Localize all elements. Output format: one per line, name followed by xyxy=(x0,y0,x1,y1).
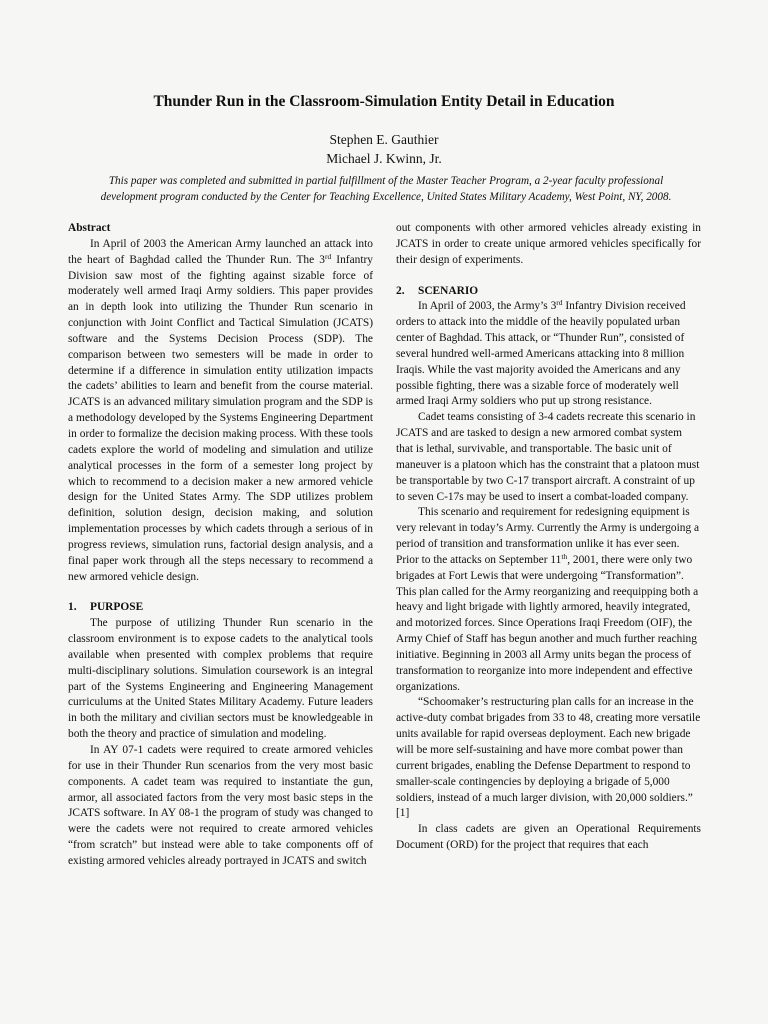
scenario-paragraph: In class cadets are given an Operational Requirements Document (ORD) for the project that requires that each xyxy=(396,823,701,852)
author-name: Michael J. Kwinn, Jr. xyxy=(326,151,442,166)
scenario-heading: 2. SCENARIO xyxy=(396,284,479,297)
right-column xyxy=(396,221,701,854)
submission-note-line: This paper was completed and submitted in partial fulfillment of the Master Teacher Program, a 2-year faculty professional xyxy=(108,175,664,187)
scenario-paragraph: In April of 2003, the Army’s 3rd Infantry Division received orders to attack into the middle of the heavily populated urban center of Baghdad. This attack, or “Thunder Run”, consisted of several hundred well-armed Americans attacking into 8 million Iraqis. While the vast majority avoided the Americans and any possible fighting, there was a sizable force of moderately well armed Iraqi Army soldiers who put up strong resistance. xyxy=(396,298,686,408)
submission-note-line: development program conducted by the Center for Teaching Excellence, United States Military Academy, West Point, NY, 2008. xyxy=(100,191,672,203)
scenario-paragraph: This scenario and requirement for redesigning equipment is very relevant in today’s Army. Currently the Army is undergoing a period of transition and transformation unlike it has ever seen. Prior to the attacks on September 11th, 2001, there were only two brigades at Fort Lewis that were undergoing “Transformation”. This plan called for the Army reorganizing and reequipping both a heavy and light brigade with lightly armored, heavily integrated, and motorized forces. Since Operations Iraqi Freedom (OIF), the Army Chief of Staff has begun another and much further reaching initiative. Beginning in 2003 all Army units began the process of transformation to reorganize into more independent and effective organizations. xyxy=(396,506,700,693)
purpose-paragraph-continued: out components with other armored vehicles already existing in JCATS in order to create unique armored vehicles specifically for their design of experiments. xyxy=(396,222,701,266)
paper-title: Thunder Run in the Classroom-Simulation Entity Detail in Education xyxy=(153,93,615,110)
scenario-quote-paragraph: “Schoomaker’s restructuring plan calls for an increase in the active-duty combat brigades from 33 to 48, creating more versatile units available for rapid overseas deployment. Each new brigade will be more self-sustaining and have more combat power than current brigades, enabling the Defense Department to respond to smaller-scale contingencies by deploying a brigade of 5,000 soldiers, instead of a much larger division, with 20,000 soldiers.” [1] xyxy=(396,696,701,820)
left-column xyxy=(68,221,373,870)
submission-note xyxy=(66,173,706,205)
author-name: Stephen E. Gauthier xyxy=(329,132,439,147)
abstract-heading: Abstract xyxy=(68,222,111,234)
abstract-paragraph: In April of 2003 the American Army launched an attack into the heart of Baghdad called the Thunder Run. The 3rd Infantry Division saw most of the fighting against sizable force of moderately well armed Iraqi Army soldiers. This paper provides an in depth look into utilizing the Thunder Run scenario in conjunction with Joint Conflict and Tactical Simulation (JCATS) software and the Systems Decision Process (SDP). The comparison between two semesters will be made in order to determine if a difference in simulation entity utilization impacts the cadets’ abilities to learn and benefit from the course material. JCATS is an advanced military simulation program and the SDP is a methodology developed by the Systems Engineering Department in order to formalize the decision making process. With these tools cadets explore the world of modeling and simulation and utilize analytical processes in the form of a semester long project by which to recommend to a decision maker a new armored vehicle design for the United States Army. The SDP utilizes problem definition, solution design, decision making, and solution implementation processes by which cadets through a serious of in progress reviews, simulation runs, factorial design analysis, and a final paper work through all the steps necessary to recommend a new armored vehicle design. xyxy=(68,237,373,583)
purpose-paragraph: In AY 07-1 cadets were required to create armored vehicles for use in their Thunder Run scenarios from the very most basic components. A cadet team was required to instantiate the gun, armor, all associated factors from the very most basic steps in the JCATS software. In AY 08-1 the program of study was changed to were the cadets were not required to create armored vehicles “from scratch” but instead were able to take components off of existing armored vehicles already portrayed in JCATS and switch xyxy=(68,744,373,867)
purpose-heading: 1. PURPOSE xyxy=(68,601,144,614)
scenario-paragraph: Cadet teams consisting of 3-4 cadets recreate this scenario in JCATS and are tasked to design a new armored combat system that is lethal, survivable, and transportable. The basic unit of maneuver is a platoon which has the constraint that a platoon must be transportable by two C-17 transport aircraft. A constraint of up to seven C-17s may be used to insert a combat-loaded company. xyxy=(396,411,700,503)
purpose-paragraph: The purpose of utilizing Thunder Run scenario in the classroom environment is to expose cadets to the analytical tools available when presented with complex problems that require multi-disciplinary solutions. Simulation coursework is an integral part of the Systems Engineering and Engineering Management curriculums at the United States Military Academy. Future leaders in both the military and civilian sectors must be knowledgeable in both the theory and practice of simulation and modeling. xyxy=(68,617,373,741)
